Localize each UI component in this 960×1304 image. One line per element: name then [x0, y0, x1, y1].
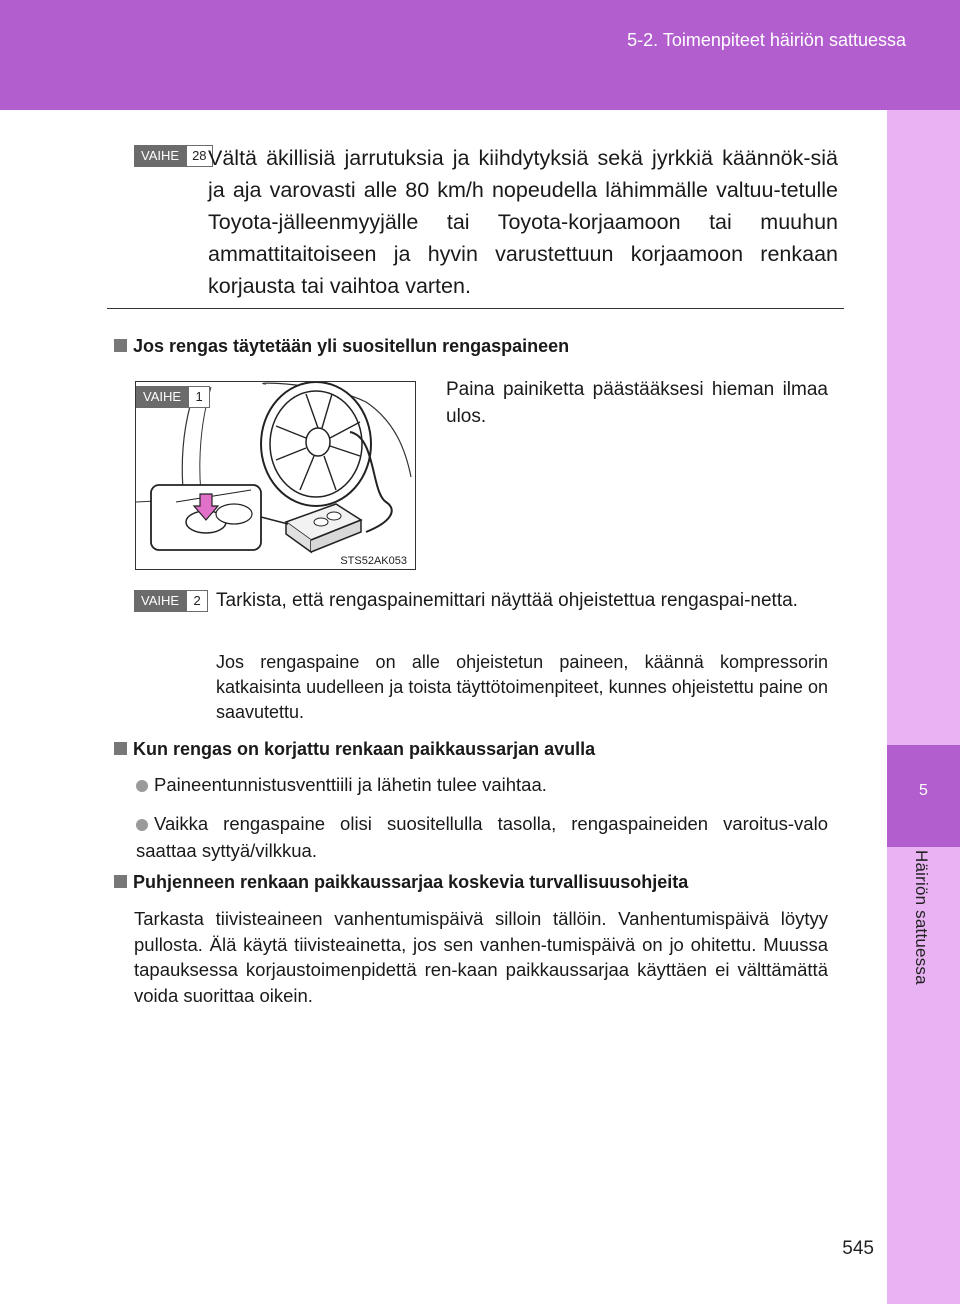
page-number: 545	[842, 1238, 874, 1259]
step-28-text: Vältä äkillisiä jarrutuksia ja kiihdytyksiä sekä jyrkkiä käännök-siä ja aja varovasti alle 80 km/h nopeudella lähimmälle valtuu-tetulle Toyota-jälleenmyyjälle tai Toyota-korjaamoon tai muuhun ammattitaitoiseen ja hyvin varustettuun korjaamoon renkaan korjausta tai vaihtoa varten.	[208, 146, 838, 298]
section-title: 5-2. Toimenpiteet häiriön sattuessa	[627, 30, 906, 50]
figure-code: STS52AK053	[340, 555, 407, 567]
step-badge-28	[134, 145, 213, 167]
step-2-note: Jos rengaspaine on alle ohjeistetun paineen, käännä kompressorin katkaisinta uudelleen ja toista täyttötoimenpiteet, kunnes ohjeistettu paine on saavutettu.	[216, 652, 828, 722]
step-badge-label: VAIHE	[136, 386, 188, 408]
square-bullet-icon	[114, 339, 127, 352]
chapter-number: 5	[919, 782, 928, 799]
bullet-dot-icon	[136, 819, 148, 831]
step-badge-number: 1	[188, 386, 210, 408]
section-heading-safety: Puhjenneen renkaan paikkaussarjaa koskevia turvallisuusohjeita	[114, 872, 688, 893]
chapter-title: Häiriön sattuessa	[912, 850, 931, 985]
bullet-item: Paineentunnistusventtiili ja lähetin tulee vaihtaa.	[136, 771, 547, 798]
step-2-text: Tarkista, että rengaspainemittari näyttää ohjeistettua rengaspai-netta.	[216, 590, 798, 611]
section-heading-overinflated: Jos rengas täytetään yli suositellun rengaspaineen	[114, 336, 569, 357]
page-header	[0, 0, 960, 110]
step-badge-number: 2	[186, 590, 208, 612]
compressor-illustration	[135, 381, 416, 570]
safety-text: Tarkasta tiivisteaineen vanhentumispäivä silloin tällöin. Vanhentumispäivä löytyy pullosta. Älä käytä tiivisteainetta, jos sen vanhen-tumispäivä on jo ohitettu. Muussa tapauksessa korjaustoimenpidettä ren-kaan paikkaussarjaa käyttäen ei välttämättä voida suorittaa oikein.	[134, 908, 828, 1006]
section-heading-after-repair: Kun rengas on korjattu renkaan paikkaussarjan avulla	[114, 739, 595, 760]
chapter-sidebar	[887, 110, 960, 1304]
step-1-text: Paina painiketta päästääksesi hieman ilmaa ulos.	[446, 379, 828, 427]
step-badge-1	[136, 386, 210, 408]
section-divider	[107, 308, 844, 309]
tire-compressor-drawing	[136, 382, 415, 569]
square-bullet-icon	[114, 742, 127, 755]
square-bullet-icon	[114, 875, 127, 888]
step-badge-number: 28	[186, 145, 212, 167]
bullet-item: Vaikka rengaspaine olisi suositellulla tasolla, rengaspaineiden varoitus-valo saattaa syttyä/vilkkua.	[136, 813, 828, 861]
step-badge-label: VAIHE	[134, 590, 186, 612]
step-badge-2	[134, 590, 208, 612]
bullet-dot-icon	[136, 780, 148, 792]
step-badge-label: VAIHE	[134, 145, 186, 167]
